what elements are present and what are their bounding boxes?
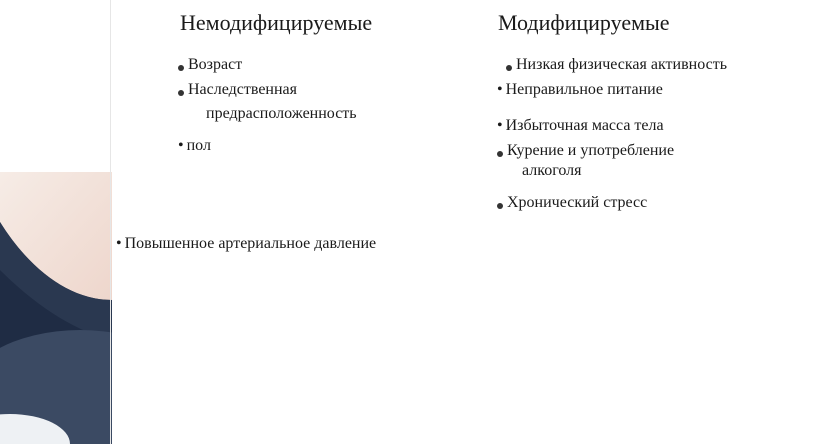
right-item-text: Неправильное питание xyxy=(505,81,663,98)
right-item-text: Курение и употребление xyxy=(507,142,675,159)
bullet-icon: • xyxy=(497,117,503,134)
decorative-art xyxy=(0,0,112,444)
decorative-shapes xyxy=(0,0,112,444)
right-item-text: Низкая физическая активность xyxy=(516,56,728,73)
left-item-3 xyxy=(178,136,211,156)
left-item-0 xyxy=(178,55,242,75)
bullet-icon xyxy=(506,65,512,71)
right-item-1 xyxy=(497,80,663,100)
right-item-4 xyxy=(522,161,581,181)
right-item-5 xyxy=(497,193,647,213)
right-item-text: алкоголя xyxy=(522,162,582,179)
left-item-text: Наследственная xyxy=(188,81,298,98)
extra-item xyxy=(116,234,376,254)
bullet-icon xyxy=(497,203,503,209)
left-item-2 xyxy=(206,104,357,124)
bullet-icon: • xyxy=(116,235,122,252)
bullet-icon xyxy=(178,65,184,71)
right-item-text: Избыточная масса тела xyxy=(505,117,664,134)
right-item-3 xyxy=(497,141,674,161)
bullet-icon: • xyxy=(497,81,503,98)
bullet-icon xyxy=(497,151,503,157)
left-heading: Немодифицируемые xyxy=(180,10,373,35)
right-item-2 xyxy=(497,116,664,136)
right-heading: Модифицируемые xyxy=(498,10,670,35)
extra-item-text: Повышенное артериальное давление xyxy=(124,235,377,252)
bullet-icon: • xyxy=(178,137,184,154)
bullet-icon xyxy=(178,90,184,96)
right-item-0 xyxy=(506,55,727,75)
right-item-text: Хронический стресс xyxy=(507,194,648,211)
left-item-text: пол xyxy=(186,137,211,154)
left-item-text: Возраст xyxy=(188,56,243,73)
left-item-1 xyxy=(178,80,297,100)
divider-line xyxy=(110,0,111,444)
left-item-text: предрасположенность xyxy=(206,105,357,122)
